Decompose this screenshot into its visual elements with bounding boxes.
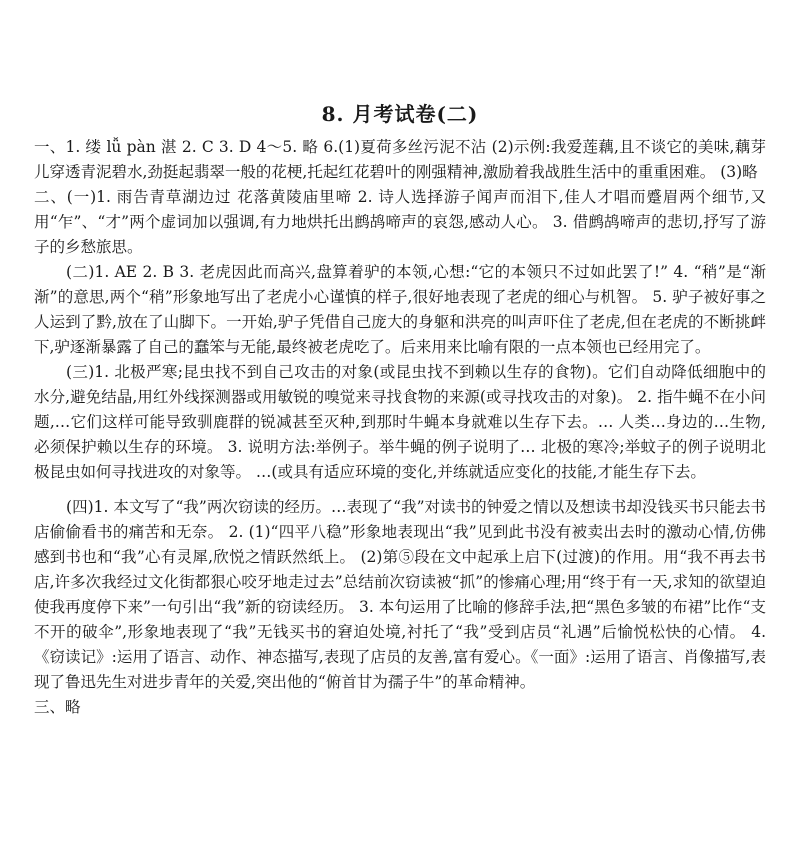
answer-section-2-4: (四)1. 本文写了“我”两次窃读的经历。…表现了“我”对读书的钟爱之情以及想读书却没钱买书只能去书店偷偷看书的痛苦和无奈。 2. (1)“四平八稳”形象地表现出“我”见到此书没有被卖出去时的激动心情,仿佛感到书也和“我”心有灵犀,欣悦之情跃然纸上。 (2)第⑤段在文中起承上启下(过渡)的作用。用“我不再去书店,许多次我经过文化街都狠心咬牙地走过去”总结前次窃读被“抓”的惨痛心理;用“终于有一天,求知的欲望迫使我再度停下来”一句引出“我”新的窃读经历。 3. 本句运用了比喻的修辞手法,把“黑色多皱的布裙”比作“支不开的破伞”,形象地表现了“我”无钱买书的窘迫处境,衬托了“我”受到店员“礼遇”后愉悦松快的心情。 4.《窃读记》:运用了语言、动作、神态描写,表现了店员的友善,富有爱心。《一面》:运用了语言、肖像描写,表现了鲁迅先生对进步青年的关爱,突出他的“俯首甘为孺子牛”的革命精神。 (34, 498, 766, 691)
answer-section-2-3: (三)1. 北极严寒;昆虫找不到自己攻击的对象(或昆虫找不到赖以生存的食物)。它们自动降低细胞中的水分,避免结晶,用红外线探测器或用敏锐的嗅觉来寻找食物的来源(或寻找攻击的对象)。 2. 指牛蝇不在小问题,…它们这样可能导致驯鹿群的锐减甚至灭种,到那时牛蝇本身就难以生存下去。… 人类…身边的…生物,必须保护赖以生存的环境。 3. 说明方法:举例子。举牛蝇的例子说明了… 北极的寒冷;举蚊子的例子说明北极昆虫如何寻找进攻的对象等。 …(或具有适应环境的变化,并练就适应变化的技能,才能生存下去。 (34, 363, 766, 481)
answer-section-2-2: (二)1. AE 2. B 3. 老虎因此而高兴,盘算着驴的本领,心想:“它的本领只不过如此罢了!” 4. “稍”是“渐渐”的意思,两个“稍”形象地写出了老虎小心谨慎的样子,很好地表现了老虎的细心与机智。 5. 驴子被好事之人运到了黔,放在了山脚下。一开始,驴子凭借自己庞大的身躯和洪亮的叫声吓住了老虎,但在老虎的不断挑衅下,驴逐渐暴露了自己的蠢笨与无能,最终被老虎吃了。后来用来比喻有限的一点本领也已经用完了。 (34, 263, 766, 356)
page-title: 8. 月考试卷(二) (321, 102, 479, 126)
answer-section-2-1: 二、(一)1. 雨告青草湖边过 花落黄陵庙里啼 2. 诗人选择游子闻声而泪下,佳人才唱而蹙眉两个细节,又用“乍”、“才”两个虚词加以强调,有力地烘托出鹧鸪啼声的哀怨,感动人心。 3. 借鹧鸪啼声的悲切,抒写了游子的乡愁旅思。 (34, 188, 766, 256)
answer-section-3: 三、略 (34, 698, 81, 716)
answer-section-1: 一、1. 缕 lǚ pàn 湛 2. C 3. D 4～5. 略 6.(1)夏荷多丝污泥不沾 (2)示例:我爱莲藕,且不谈它的美味,藕芽儿穿透青泥碧水,劲挺起翡翠一般的花梗,托起红花碧叶的刚强精神,激励着我战胜生活中的重重困难。 (3)略 (34, 138, 766, 181)
